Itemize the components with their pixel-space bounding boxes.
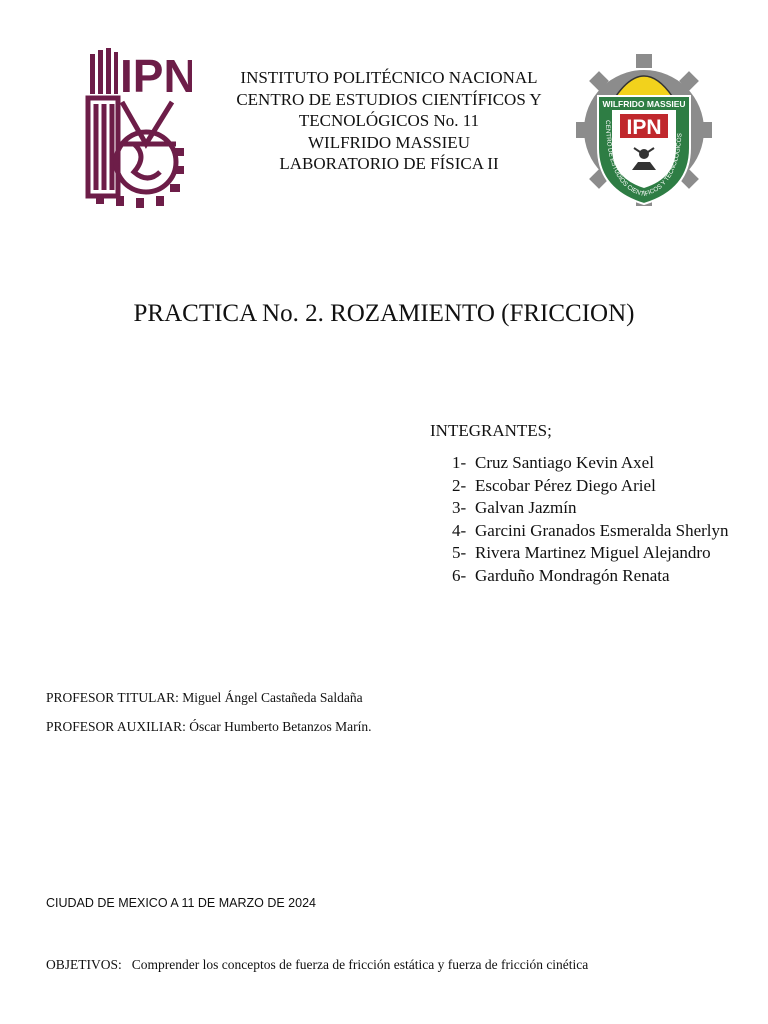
list-item — [452, 520, 729, 543]
objectives-label: OBJETIVOS: — [46, 957, 122, 972]
members-list — [452, 452, 729, 588]
objectives — [46, 957, 588, 973]
list-item — [452, 452, 729, 475]
professor-titular-label: PROFESOR TITULAR: — [46, 690, 179, 705]
professor-auxiliar — [46, 719, 371, 735]
header-line: TECNOLÓGICOS No. 11 — [298, 111, 480, 130]
member-name: Cruz Santiago Kevin Axel — [475, 453, 654, 472]
professor-auxiliar-label: PROFESOR AUXILIAR: — [46, 719, 186, 734]
seal-ipn-text: IPN — [626, 116, 662, 139]
professor-titular — [46, 690, 363, 706]
item-number: 3- — [452, 498, 467, 518]
list-item — [452, 542, 729, 565]
header-line: LABORATORIO DE FÍSICA II — [279, 154, 499, 173]
member-name: Garcini Granados Esmeralda Sherlyn — [475, 520, 729, 540]
item-number: 2- — [452, 475, 467, 495]
members-heading: INTEGRANTES; — [430, 421, 552, 440]
header-line: WILFRIDO MASSIEU — [308, 132, 470, 152]
item-number: 1- — [452, 453, 467, 472]
list-item — [452, 565, 729, 588]
list-item — [452, 475, 729, 498]
city-date: CIUDAD DE MEXICO A 11 DE MARZO DE 2024 — [46, 896, 316, 910]
professor-auxiliar-name: Óscar Humberto Betanzos Marín. — [189, 719, 372, 734]
ipn-logo-text: IPN — [120, 50, 192, 102]
member-name: Escobar Pérez Diego Ariel — [475, 475, 656, 495]
objectives-text: Comprender los conceptos de fuerza de fricción estática y fuerza de fricción cinética — [131, 957, 589, 972]
item-number: 5- — [452, 543, 467, 563]
practice-title: PRACTICA No. 2. ROZAMIENTO (FRICCION) — [133, 300, 635, 327]
item-number: 6- — [452, 565, 467, 585]
ipn-logo — [76, 44, 192, 216]
cecyt-seal — [576, 50, 712, 210]
header-line: CENTRO DE ESTUDIOS CIENTÍFICOS Y — [236, 89, 542, 109]
seal-top-text: WILFRIDO MASSIEU — [602, 99, 686, 109]
header-line: INSTITUTO POLITÉCNICO NACIONAL — [240, 68, 538, 87]
seal-ring-text: CENTRO DE ESTUDIOS CIENTÍFICOS Y TECNOLÓGICOS — [603, 120, 684, 199]
professor-titular-name: Miguel Ángel Castañeda Saldaña — [182, 690, 363, 705]
item-number: 4- — [452, 520, 467, 540]
list-item — [452, 497, 729, 520]
member-name: Garduño Mondragón Renata — [475, 565, 670, 585]
institution-header — [210, 67, 568, 175]
member-name: Galvan Jazmín — [475, 498, 577, 518]
member-name: Rivera Martinez Miguel Alejandro — [475, 543, 711, 563]
